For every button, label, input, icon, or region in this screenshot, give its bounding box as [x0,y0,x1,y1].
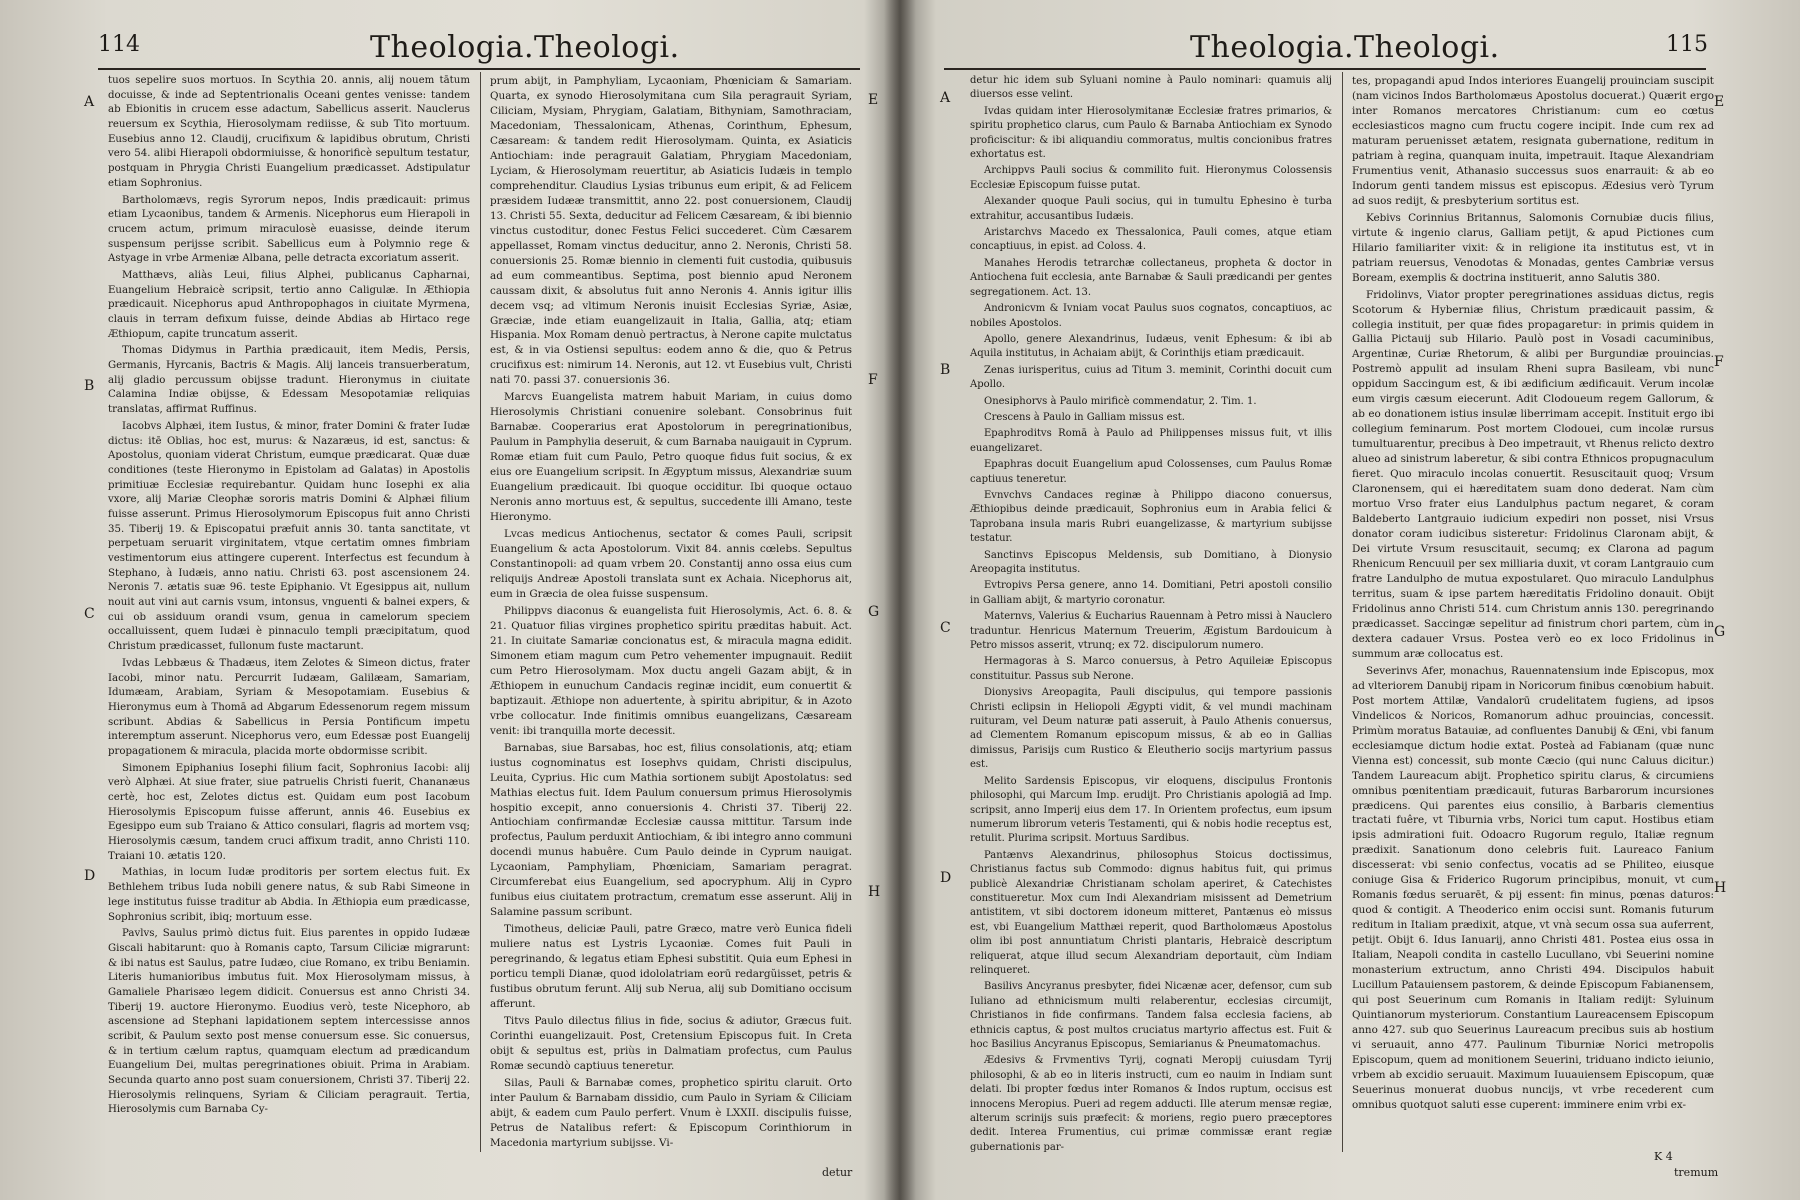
entry-paragraph: Ivdas Lebbæus & Thadæus, item Zelotes & Simeon dictus, frater Iacobi, minor natu. Percurrit Iudæam, Galilæam, Samariam, Idumæam, Arabiam, Syriam & Mesopotamiam. Eusebius & Hieronymus eum à Thomā ad Abgarum Edessenorum regem missum scribunt. Abdias & Sabellicus in Persia Pontificum impetu interemptum asserunt. Nicephorus vero, eum Edessæ post Euangelij propagationem & miracula, placida morte obdormisse scribit. [108,657,470,757]
margin-letter: A [940,90,951,106]
entry-paragraph: Ædesivs & Frvmentivs Tyrij, cognati Meropij cuiusdam Tyrij philosophi, & ab eo in literis instructi, cum eo nauim in Indiam sunt delati. Ibi propter fœdus inter Romanos & Indos ruptum, occisus est innocens Meropius. Pueri ad regem adducti. Ille aterum mensæ regiæ, alterum scrinijs suis præfecit: & moriens, regio puero præceptores dedit. Interea Frumentius, cui primæ commissæ erant regiæ gubernationis par- [970,1055,1332,1153]
margin-letter: F [1714,354,1724,370]
text-column [108,74,470,1120]
column-rule [480,72,481,1152]
entry-paragraph: Thomas Didymus in Parthia prædicauit, item Medis, Persis, Germanis, Hyrcanis, Bactris & Magis. Alij lanceis transuerberatum, alij gladio percussum obijsse tradunt. Hieronymus in ciuitate Calamina Indiæ obijsse, & Edessam Mesopotamiæ reliquias translatas, affirmat Ruffinus. [108,345,470,416]
entry-paragraph: Maternvs, Valerius & Eucharius Rauennam à Petro missi à Nauclero traduntur. Henricus Maternum Treuerim, Ægistum Bardouicum à Petro missos asserit, vtrunq; ex 72. discipulorum numero. [970,611,1332,652]
margin-letter: B [84,378,95,394]
entry-paragraph: Dionysivs Areopagita, Pauli discipulus, qui tempore passionis Christi eclipsin in Heliopoli Ægypti vidit, & vel mundi machinam ruituram, vel Deum naturæ pati asseruit, à Paulo Athenis conuersus, ad Clementem Romanum episcopum missus, & ab eo in Gallias dimissus, Parisijs cum Rustico & Eleutherio socijs martyrium passus est. [970,687,1332,771]
entry-paragraph: Aristarchvs Macedo ex Thessalonica, Pauli comes, atque etiam concaptiuus, in epist. ad Coloss. 4. [970,227,1332,253]
entry-paragraph: Mathias, in locum Iudæ proditoris per sortem electus fuit. Ex Bethlehem tribus Iuda nobili genere natus, & sub Rabi Simeone in lege institutus fuisse traditur ab Abdia. In Æthiopia eum prædicasse, Sophronius scribit, ibiq; mortuum esse. [108,867,470,923]
entry-paragraph: Philippvs diaconus & euangelista fuit Hierosolymis, Act. 6. 8. & 21. Quatuor filias virgines prophetico spiritu præditas habuit. Act. 21. In ciuitate Samariæ concionatus est, & miracula magna edidit. Simonem etiam magum cum Petro vehementer impugnauit. Rediit cum Petro Hierosolymam. Mox ductu angeli Gazam abijt, & in Æthiopem in eunuchum Candacis reginæ incidit, eum conuertit & baptizauit. Æthiope non aduertente, à spiritu abripitur, & in Azoto vrbe collocatur. Inde finitimis omnibus euangelizans, Cæsaream venit: ibi tranquilla morte decessit. [490,604,852,737]
catchword: detur [822,1166,853,1179]
page-number: 115 [1666,32,1708,57]
entry-paragraph: Timotheus, deliciæ Pauli, patre Græco, matre verò Eunica fideli muliere natus est Lystris Lycaoniæ. Comes fuit Pauli in peregrinando, & legatus etiam Ephesi substitit. Quia eum Ephesi in porticu templi Dianæ, quod idololatriam eorū redargŭisset, petris & fustibus obrutum ferunt. Alij sub Nerua, alij sub Domitiano occisum afferunt. [490,923,852,1011]
entry-paragraph: Lvcas medicus Antiochenus, sectator & comes Pauli, scripsit Euangelium & acta Apostolorum. Vixit 84. annis cœlebs. Sepultus Constantinopoli: ad quam vrbem 20. Constantij anno ossa eius cum reliquijs Andreæ Apostoli translata sunt ex Achaia. Nicephorus ait, eum in Græcia de olea fuisse suspensum. [490,528,852,600]
entry-paragraph: Epaphras docuit Euangelium apud Colossenses, cum Paulus Romæ captiuus teneretur. [970,459,1332,485]
entry-paragraph: Ivdas quidam inter Hierosolymitanæ Ecclesiæ fratres primarios, & spiritu prophetico clarus, cum Paulo & Barnaba Antiochiam ex Synodo proficiscitur: & ibi aliquandiu commoratus, multis concionibus fratres exhortatus est. [970,105,1332,161]
text-column [970,74,1332,1157]
margin-letter: E [1714,94,1725,110]
entry-paragraph: Andronicvm & Ivniam vocat Paulus suos cognatos, concaptiuos, ac nobiles Apostolos. [970,303,1332,329]
entry-paragraph: Manahes Herodis tetrarchæ collectaneus, propheta & doctor in Antiochena fuit ecclesia, ante Barnabæ & Sauli prædicandi per gentes segregationem. Act. 13. [970,257,1332,298]
left-page [0,0,886,1200]
entry-paragraph: Pantænvs Alexandrinus, philosophus Stoicus doctissimus, Christianus factus sub Commodo: dignus habitus fuit, qui primus publicè Alexandriæ Christianam scholam aperiret, & Catechistes constitueretur. Mox cum Indi Alexandriam misissent ad Demetrium antistitem, vt sibi doctorem idoneum mitteret, Pantænus eò missus est, vbi Euangelium Matthæi reperit, quod Bartholomæus Apostolus olim ibi post annuntiatum Christi plantaris, Hebraicè descriptum reliquerat, atque illud secum Alexandriam deportauit, cùm Indiam relinqueret. [970,849,1332,976]
text-column [490,74,852,1153]
running-title: Theologia.Theologi. [1190,30,1500,65]
entry-paragraph: Iacobvs Alphæi, item Iustus, & minor, frater Domini & frater Iudæ dictus: itē Oblias, hoc est, murus: & Nazaræus, id est, sanctus: & Apostolus, quoniam viderat Christum, eumque prædicarat. Quæ duæ conditiones (teste Hieronymo in Epistolam ad Galatas) in Apostolis primitiuæ Ecclesiæ requirebantur. Quidam hunc Iosephi ex alia vxore, alij Mariæ Cleophæ sororis matris Domini & Alphæi filium fuisse asserunt. Primus Hierosolymorum Episcopus fuit anno Christi 35. Tiberij 19. & Episcopatui præfuit annis 30. tanta sanctitate, vt perpetuam seruarit virginitatem, vtque certatim omnes fimbriam vestimentorum eius attingere cuperent. Interfectus est fecundum à Stephano, à Iudæis, anno natiu. Christi 63. post ascensionem 24. Neronis 7. ætatis suæ 96. teste Epiphanio. Vt Egesippus ait, nullum nouit aut vini aut carnis vsum, intonsus, vnguenti & balnei expers, & cui ob assiduum orandi vsum, genua in camelorum speciem occalluissent, quem Iudæi è pinnaculo templi præcipitatum, quod Christum prædicasset, fullonum fuste mactarunt. [108,420,470,653]
margin-letter: G [1714,624,1726,640]
entry-paragraph: Alexander quoque Pauli socius, qui in tumultu Ephesino è turba extrahitur, accusantibus Iudæis. [970,196,1332,222]
entry-paragraph: Evnvchvs Candaces reginæ à Philippo diacono conuersus, Æthiopibus deinde prædicauit, Sophronius eum in Arabia felici & Taprobana insula maris Rubri euangelizasse, & martyrium subijsse testatur. [970,489,1332,545]
margin-letter: G [868,604,880,620]
entry-paragraph: Hermagoras à S. Marco conuersus, à Petro Aquileiæ Episcopus constituitur. Passus sub Nerone. [970,656,1332,682]
entry-paragraph: Zenas iurisperitus, cuius ad Titum 3. meminit, Corinthi docuit cum Apollo. [970,364,1332,391]
margin-letter: H [1714,880,1727,896]
entry-paragraph: Apollo, genere Alexandrinus, Iudæus, venit Ephesum: & ibi ab Aquila institutus, in Achaiam abijt, & Corinthijs etiam prædicauit. [970,333,1332,360]
margin-letter: A [84,94,95,110]
entry-paragraph: Onesiphorvs à Paulo mirificè commendatur, 2. Tim. 1. [984,395,1257,407]
entry-paragraph: Crescens à Paulo in Galliam missus est. [984,411,1185,423]
entry-paragraph: Kebivs Corinnius Britannus, Salomonis Cornubiæ ducis filius, virtute & ingenio clarus, Galliam petijt, & apud Pictiones cum Hilario familiariter vixit: & in religione ita institutus est, vt in patriam reuersus, Venodotas & Monadas, gentes Cambriæ versus Boream, exemplis & doctrina instituerit, anno Salutis 380. [1352,211,1714,284]
entry-paragraph: Silas, Pauli & Barnabæ comes, prophetico spiritu claruit. Orto inter Paulum & Barnabam dissidio, cum Paulo in Syriam & Ciliciam abijt, & eadem cum Paulo perfert. Vnum è LXXII. discipulis fuisse, Petrus de Natalibus refert: & Episcopum Corinthiorum in Macedonia martyrium subijsse. Vi- [490,1076,852,1149]
right-page [914,0,1800,1200]
header-rule [944,68,1706,70]
entry-paragraph: prum abijt, in Pamphyliam, Lycaoniam, Phœniciam & Samariam. Quarta, ex synodo Hierosolymitana cum Sila peragrauit Syriam, Ciliciam, Mysiam, Phrygiam, Galatiam, Bithyniam, Samothraciam, Macedoniam, Thessalonicam, Athenas, Corinthum, Ephesum, Cæsaream: & tandem redit Hierosolymam. Quinta, ex Asiaticis Antiochiam: inde peragrauit Galatiam, Phrygiam Macedoniam, Lyciam, & Hierosolymam reuertitur, ab Asiaticis Iudæis in templo comprehenditur. Claudius Lysias tribunus eum eripit, & ad Felicem præsidem Iudææ transmittit, anno 22. post conuersionem, Claudij 13. Christi 55. Sexta, deducitur ad Felicem Cæsaream, & ibi biennio vinctus custoditur, donec Festus Felici succederet. Cùm Cæsarem appellasset, Romam vinctus deducitur, anno 2. Neronis, Christi 58. conuersionis 25. Romæ biennio in clementi fuit custodia, quibusuis ad eum commeantibus. Septima, post biennio apud Neronem caussam dixit, & absolutus fuit anno Neronis 4. Annis igitur illis decem vsq; ad vltimum Neronis inuisit Ecclesias Syriæ, Asiæ, Græciæ, inde etiam euangelizauit in Italia, Gallia, atq; etiam Hispania. Mox Romam denuò pertractus, à Nerone capite mulctatus est, & in via Ostiensi sepultus: eodem anno & die, quo & Petrus crucifixus est: nimirum 14. Neronis, aut 12. vt Eusebius vult, Christi nati 70. passi 37. conuersionis 36. [490,75,852,387]
margin-letter: F [868,372,878,388]
margin-letter: B [940,362,951,378]
entry-paragraph: Epaphroditvs Romā à Paulo ad Philippenses missus fuit, vt illis euangelizaret. [970,428,1332,454]
entry-paragraph: Bartholomævs, regis Syrorum nepos, Indis prædicauit: primus etiam Lycaonibus, tandem & Armenis. Nicephorus eum Hierapoli in crucem actum, primum miraculosè euasisse, deinde iterum suspensum perijsse scribit. Sabellicus eum à Polymnio rege & Astyage in vrbe Armeniæ Albana, pelle detracta excoriatum asserit. [108,194,470,265]
entry-paragraph: Marcvs Euangelista matrem habuit Mariam, in cuius domo Hierosolymis Christiani conuenire solebant. Consobrinus fuit Barnabæ. Cooperarius erat Apostolorum in peregrinationibus, Paulum in Pamphylia deseruit, & cum Barnaba nauigauit in Cyprum. Romæ etiam fuit cum Paulo, Petro quoque fidus fuit socius, & ex eius ore Euangelium scripsit. In Ægyptum missus, Alexandriæ suum Euangelium prædicauit. Ibi quoque occiditur. Ibi quoque octauo Neronis anno mortuus est, & sepultus, succedente illi Amano, teste Hieronymo. [490,391,852,524]
entry-paragraph: Evtropivs Persa genere, anno 14. Domitiani, Petri apostoli consilio in Galliam abijt, & martyrio coronatur. [970,580,1332,606]
entry-paragraph: Sanctinvs Episcopus Meldensis, sub Domitiano, à Dionysio Areopagita institutus. [970,549,1332,575]
margin-letter: D [84,868,96,884]
margin-letter: C [84,606,95,622]
text-column [1352,74,1714,1115]
margin-letter: E [868,92,879,108]
page-number: 114 [98,32,140,57]
entry-paragraph: Basilivs Ancyranus presbyter, fidei Nicænæ acer, defensor, cum sub Iuliano ad ethnicismum multi relaberentur, ecclesias circumijt, Christianos in fide confirmans. Tandem falsa ecclesia faciens, ab ethnicis captus, & post multos cruciatus martyrio affectus est. Fuit & hoc Basilius Ancyranus Episcopus, Semiarianus & Pneumatomachus. [970,981,1332,1050]
margin-letter: C [940,620,951,636]
column-rule [1342,72,1343,1152]
entry-paragraph: Titvs Paulo dilectus filius in fide, socius & adiutor, Græcus fuit. Corinthi euangelizauit. Post, Cretensium Episcopus fuit. In Creta obijt & sepultus est, priùs in Dalmatiam profectus, cum Paulus Romæ secundò captiuus teneretur. [490,1015,852,1072]
entry-paragraph: Melito Sardensis Episcopus, vir eloquens, discipulus Frontonis philosophi, qui Marcum Imp. erudijt. Pro Christianis apologiã ad Imp. scripsit, anno Imperij eius dem 17. In Orientem profectus, eum ipsum numerum librorum veteris Testamenti, qui & nobis hodie receptus est, retulit. Plurima scripsit. Mortuus Sardibus. [970,775,1332,845]
header-rule [98,68,860,70]
entry-paragraph: tes, propagandi apud Indos interiores Euangelij prouinciam suscipit (nam vicinos Indos Bartholomæus Apostolus docuerat.) Quærit ergo inter Romanos mercatores Christianum: cum eo cœtus ecclesiasticos magno cum fructu cogere incipit. Inde cum rex ad maturam peruenisset ætatem, resignata gubernatione, reditum in patriam à regina, quanquam inuita, impetrauit. Itaque Alexandriam Frumentius venit, Athanasio successus suos enarrauit: & ab eo Indorum genti tandem missus est episcopus. Ædesius verò Tyrum ad suos redijt, & presbyterium sortitus est. [1352,75,1714,207]
entry-paragraph: detur hic idem sub Syluani nomine à Paulo nominari: quamuis alij diuersos esse velint. [970,75,1332,101]
entry-paragraph: tuos sepelire suos mortuos. In Scythia 20. annis, alij nouem tātum docuisse, & inde ad Septentrionalis Oceani gentes venisse: tandem ab Ebionitis in crucem esse adactum, Sabellicus asserit. Nauclerus reuersum ex Scythia, Hierosolymam rediisse, & sub Tito mortuum. Eusebius anno 12. Claudij, crucifixum & lapidibus obrutum, Christi vero 54. alibi Hierapoli obdormiuisse, & honorificè sepultum testatur, postquam in Phrygia Christi Euangelium prædicasset. Adstipulatur etiam Sophronius. [108,75,470,189]
signature-mark: K 4 [1654,1150,1673,1163]
entry-paragraph: Fridolinvs, Viator propter peregrinationes assiduas dictus, regis Scotorum & Hyberniæ filius, Christum prædicauit passim, & collegia instituit, per quæ fides propagaretur: in primis quidem in Gallia Pictauij sub Hilario. Paulò post in Vosadi cacuminibus, Argentinæ, Curiæ Rhetorum, & alibi per Burgundiæ prouincias. Postremò appulit ad insulam Rheni supra Basileam, vbi nunc oppidum Saccingum est, & ibi ædificium ædificauit. Verum incolæ eum virgis cæsum eiecerunt. Adit Clodoueum regem Gallorum, & ab eo donationem istius insulæ liberrimam accepit. Instituit ergo ibi collegium feminarum. Post mortem Clodouei, cum incolæ rursus tumultuarentur, precibus à Deo impetrauit, vt Rhenus relicto dextro alueo ad sinistrum laberetur, & sibi contra Ethnicos propugnaculum fieret. Quo miraculo incolas conuertit. Resuscitauit quoq; Vrsum Claronensem, qui ei hæreditatem suam dono dederat. Nam cùm mortuo Vrso frater eius Landulphus pactum negaret, & coram Baldeberto Lantgrauio iudicium expediri non posset, nisi Vrsus donator coram iudicibus sisteretur: Fridolinus Claronam abijt, & Dei virtute Vrsum resuscitauit, secumq; ex Clarona ad pagum Rhenicum Rencuuil per sex milliaria duxit, vt coram Lantgrauio cum fratre Landulpho de mutua expostularet. Quo miraculo Landulphus territus, suam & ipse partem hæreditatis Fridolino donauit. Obijt Fridolinus anno Christi 514. cum Christum annis 130. peregrinando prædicasset. Saccingæ sepelitur ad finistrum chori partem, cùm in dextera cadauer Vrsus. Postea verò eo ex loco Fridolinus in summum aræ collocatus est. [1352,288,1714,660]
entry-paragraph: Simonem Epiphanius Iosephi filium facit, Sophronius Iacobi: alij verò Alphæi. At siue frater, siue patruelis Christi fuerit, Chananæus certè, hoc est, Zelotes dictus est. Quidam eum post Iacobum Hierosolymis Episcopum fuisse afferunt, annis 46. Eusebius ex Egesippo eum sub Traiano & Attico consulari, flagris ad mortem vsq; Hierosolymis cæsum, tandem cruci affixum tradit, anno Christi 110. Traiani 10. ætatis 120. [108,762,470,862]
running-title: Theologia.Theologi. [370,30,680,65]
entry-paragraph: Severinvs Afer, monachus, Rauennatensium inde Episcopus, mox ad vlteriorem Danubij ripam in Noricorum finibus cœnobium habuit. Post mortem Attilæ, Vandalorū crudelitatem fugiens, ad ipsos Vindelicos & Noricos, Romanorum adhuc prouincias, concessit. Primùm moratus Batauiæ, ad confluentes Danubij & Œni, vbi fanum ecclesiamque dictum hodie extat. Posteà ad Fabianam (quæ nunc Vienna est) concessit, sub monte Cæcio (qui nunc Caluus dicitur.) Tandem Laureacum abijt. Prophetico spiritu clarus, & circumiens omnibus pœnitentiam prædicauit, futuras Barbarorum incursiones prædicens. Qui parentes eius consilio, à Barbaris clementius tractati fuêre, vt Tiburnia vrbs, Norici tum caput. Hostibus etiam ipsis admirationi fuit. Odoacro Rugorum regulo, Italiæ regnum prædixit. Sanationum dono celebris fuit. Laureaco Fanium discesserat: vbi senio confectus, vocatis ad se Philiteo, eiusque coniuge Gisa & Friderico Rugorum principibus, monuit, vt cum Romanis fœdus seruarēt, & pij essent: fin minus, pœnas daturos: quod & contigit. A Theoderico enim occisi sunt. Romanis futurum reditum in Italiam prædixit, atque, vt vnà secum ossa sua auferrent, petijt. Obijt 6. Idus Ianuarij, anno Christi 481. Postea eius ossa in Italiam, Neapoli condita in castello Lucullano, vbi Seuerini nomine monasterium extructum, anno Christi 494. Discipulos habuit Lucillum Patauiensem pastorem, & deinde Episcopum Fabianensem, qui post Seuerinum cum Romanis in Italiam redijt: Syluinum Quintianorum mysteriorum. Constantium Laureacensem Episcopum anno 427. sub quo Seuerinus Laureacum precibus suis ab hostium vi seruauit, anno 477. Paulinum Tiburniæ Norici metropolis Episcopum, quem ad monitionem Seuerini, triduano indicto ieiunio, vrbem ab excidio seruauit. Maximum Iuuauiensem Episcopum, quæ Seuerinus monuerat duobus nuncijs, vt vrbe recederent cum omnibus quotquot saluti esse cuperent: imminere enim vrbi ex- [1352,664,1714,1111]
margin-letter: H [868,884,881,900]
margin-letter: D [940,870,952,886]
entry-paragraph: Barnabas, siue Barsabas, hoc est, filius consolationis, atq; etiam iustus cognominatus est Iosephvs quidam, Christi discipulus, Leuita, Cyprius. Hic cum Mathia sortionem subijt Apostolatus: sed Mathias electus fuit. Idem Paulum conuersum primus Hierosolymis hospitio excepit, anno conuersionis 4. Christi 37. Tiberij 22. Antiochiam confirmandæ Ecclesiæ caussa mittitur. Tarsum inde profectus, Paulum perduxit Antiochiam, & ibi integro anno communi docendi munus habuêre. Cum Paulo deinde in Cyprum nauigat. Lycaoniam, Pamphyliam, Phœniciam, Samariam peragrat. Circumferebat eius Euangelium, sed apocryphum. Alij in Cypro funibus eius ciuitatem protractum, crematum esse asserunt. Alij in Salamine passum scribunt. [490,741,852,919]
entry-paragraph: Matthævs, aliàs Leui, filius Alphei, publicanus Capharnai, Euangelium Hebraicè scripsit, tertio anno Caligulæ. In Æthiopia prædicauit. Nicephorus apud Anthropophagos in ciuitate Myrmena, clauis in terram defixum fuisse, deinde Abdias ab Hirtaco rege Æthiopum, capite truncatum asserit. [108,269,470,340]
catchword: tremum [1674,1166,1719,1179]
book-gutter [884,0,916,1200]
entry-paragraph: Archippvs Pauli socius & commilito fuit. Hieronymus Colossensis Ecclesiæ Episcopum fuisse putat. [970,165,1332,191]
entry-paragraph: Pavlvs, Saulus primò dictus fuit. Eius parentes in oppido Iudææ Giscali habitarunt: quo à Romanis capto, Tarsum Ciliciæ migrarunt: & ibi natus est Saulus, patre Iudæo, ciue Romano, ex tribu Beniamin. Literis humanioribus imbutus fuit. Mox Hierosolymam missus, à Gamaliele Pharisæo legem didicit. Conuersus est anno Christi 34. Tiberij 19. auctore Hieronymo. Euodius verò, teste Nicephoro, ab ascensione ad Stephani lapidationem septem intercessisse annos scribit, & Paulum sexto post mense conuersum esse. Sic conuersus, & in tertium cælum raptus, quamquam electum ad prædicandum Euangelium Dei, multas peregrinationes obiuit. Prima in Arabiam. Secunda quarto anno post suam conuersionem, Christi 37. Tiberij 22. Hierosolymis relinquens, Syriam & Ciliciam peragrauit. Tertia, Hierosolymis cum Barnaba Cy- [108,928,470,1116]
